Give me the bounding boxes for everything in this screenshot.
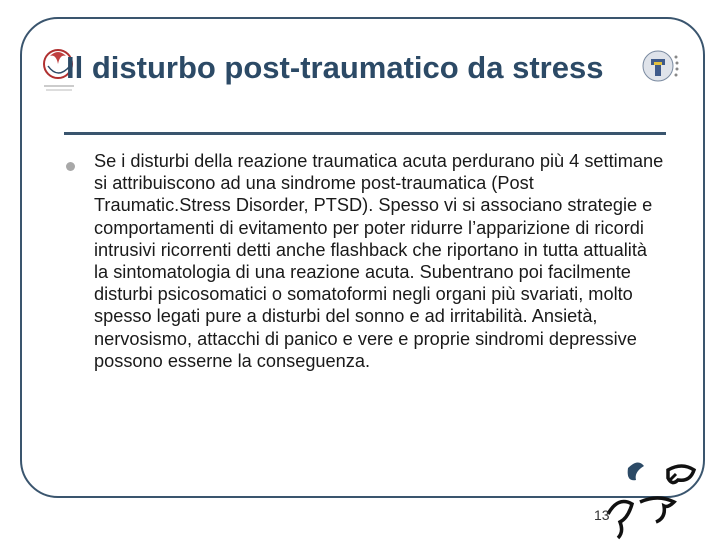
institution-emblem-logo (640, 46, 680, 86)
bullet-icon (66, 162, 75, 171)
title-underline (64, 132, 666, 135)
hand-drawn-doodle-icon (598, 456, 710, 540)
page-number: 13 (594, 507, 610, 523)
body-paragraph: Se i disturbi della reazione traumatica acuta perdurano più 4 settimane si attribuiscono ad una sindrome post-traumatica (Post Traumatic.Stress Disorder, PTSD). Spesso vi si associano strategie e comportamenti di evitamento per poter ridurre l’apparizione di ricordi intrusivi ricorrenti detti anche flashback che riportano in tutta attualità la sintomatologia di una reazione acuta. Subentrano poi facilmente disturbi psicosomatici o somatoformi negli organi più svariati, molto spesso legati pure a disturbi del sonno e ad irritabilità. Ansietà, nervosismo, attacchi di panico e vere e proprie sindromi depressive possono esserne la conseguenza. (94, 151, 664, 371)
slide-title: Il disturbo post-traumatico da stress (66, 50, 604, 85)
